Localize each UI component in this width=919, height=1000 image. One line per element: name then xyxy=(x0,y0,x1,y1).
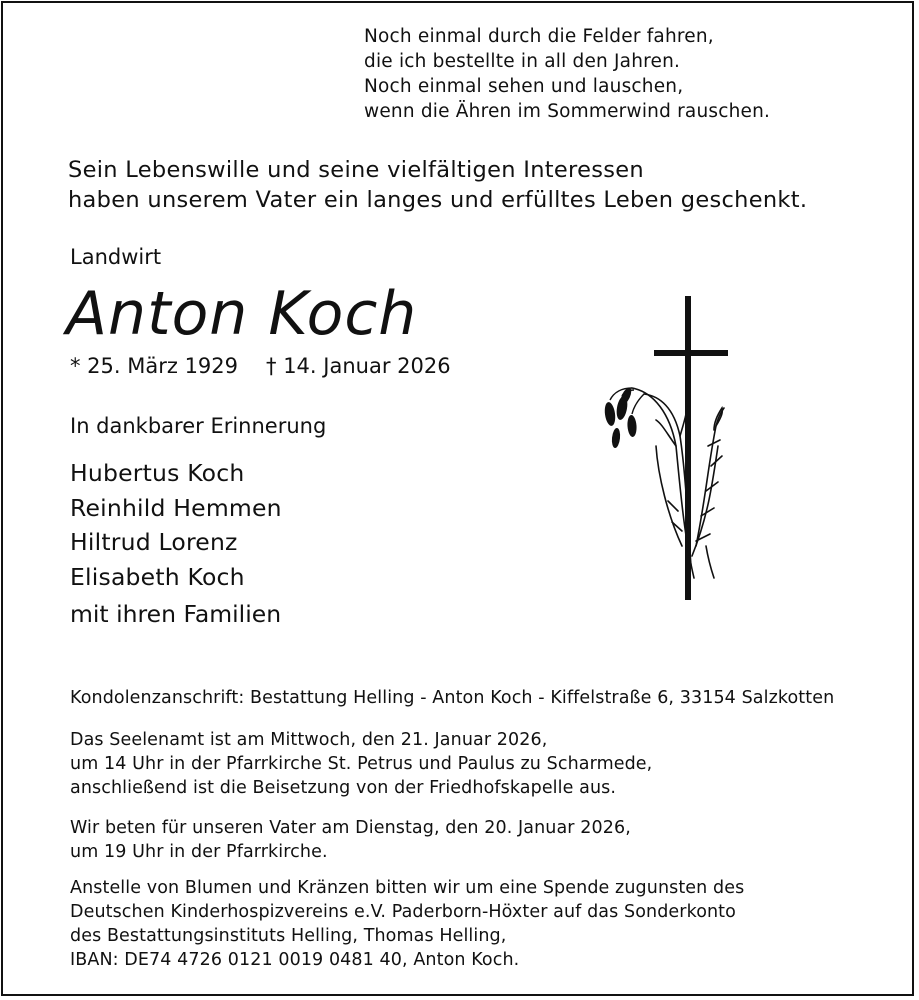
service-line: Das Seelenamt ist am Mittwoch, den 21. Januar 2026, xyxy=(70,730,548,750)
service-details xyxy=(70,728,652,800)
poem-line: wenn die Ähren im Sommerwind rauschen. xyxy=(364,101,771,122)
families-line: mit ihren Familien xyxy=(70,600,282,628)
donation-request xyxy=(70,876,744,972)
deceased-name: Anton Koch xyxy=(66,279,418,349)
poem-line: Noch einmal sehen und lauschen, xyxy=(364,76,684,97)
birth-date: * 25. März 1929 xyxy=(70,354,239,378)
life-dates xyxy=(70,352,451,380)
mourner-name: Hubertus Koch xyxy=(70,459,245,487)
prayer-line: um 19 Uhr in der Pfarrkirche. xyxy=(70,842,328,862)
prayer-details xyxy=(70,816,631,864)
service-line: um 14 Uhr in der Pfarrkirche St. Petrus und Paulus zu Scharmede, xyxy=(70,754,653,774)
donation-line: des Bestattungsinstituts Helling, Thomas Helling, xyxy=(70,926,507,946)
service-line: anschließend ist die Beisetzung von der Friedhofskapelle aus. xyxy=(70,778,617,798)
donation-line: IBAN: DE74 4726 0121 0019 0481 40, Anton Koch. xyxy=(70,950,520,970)
donation-line: Deutschen Kinderhospizvereins e.V. Paderborn-Höxter auf das Sonderkonto xyxy=(70,902,736,922)
cross-with-wheat-icon xyxy=(596,296,736,602)
poem-line: Noch einmal durch die Felder fahren, xyxy=(364,26,714,47)
mourners-list xyxy=(70,456,282,594)
intro-line: haben unserem Vater ein langes und erfülltes Leben geschenkt. xyxy=(68,187,808,213)
mourner-name: Reinhild Hemmen xyxy=(70,493,282,522)
occupation: Landwirt xyxy=(70,245,162,269)
intro-line: Sein Lebenswille und seine vielfältigen Interessen xyxy=(68,157,644,183)
mourner-name: Elisabeth Koch xyxy=(70,562,245,591)
death-date: † 14. Januar 2026 xyxy=(266,354,451,378)
poem-line: die ich bestellte in all den Jahren. xyxy=(364,51,681,72)
intro-text xyxy=(68,155,807,215)
mourner-name: Hiltrud Lorenz xyxy=(70,528,238,556)
donation-line: Anstelle von Blumen und Kränzen bitten wir um eine Spende zugunsten des xyxy=(70,878,745,898)
prayer-line: Wir beten für unseren Vater am Dienstag, den 20. Januar 2026, xyxy=(70,818,631,838)
condolence-address: Kondolenzanschrift: Bestattung Helling - Anton Koch - Kiffelstraße 6, 33154 Salzkotten xyxy=(70,688,835,708)
gratitude-line: In dankbarer Erinnerung xyxy=(70,414,327,438)
poem xyxy=(364,24,770,124)
